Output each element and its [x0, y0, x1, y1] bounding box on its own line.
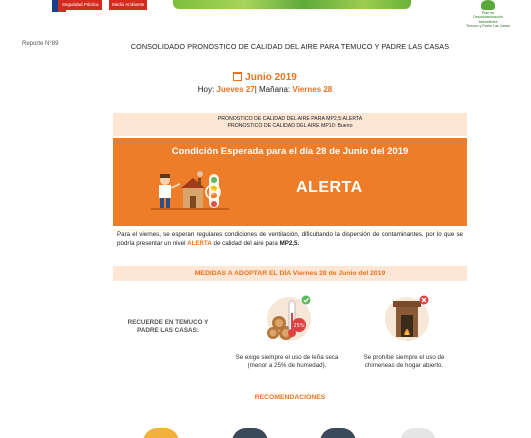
recommendation-icon-1 [143, 428, 179, 438]
forecast-mp25: PRONOSTICO DE CALIDAD DEL AIRE PARA MP2,5:ALERTA [217, 116, 363, 122]
firewood-icon [264, 295, 314, 343]
recommendation-icon-3 [320, 428, 356, 438]
recommendation-icon-4 [400, 428, 436, 438]
measure-dry-wood: Se exige siempre el uso de leña seca (menor a 25% de humedad). [235, 354, 339, 369]
ministry-tag-security: Seguridad Pública [59, 0, 102, 10]
measures-title: MEDIDAS A ADOPTAR EL DÍA Viernes 28 de Junio del 2019 [113, 266, 467, 281]
condition-title: Condición Esperada para el día 28 de Junio del 2019 [171, 146, 409, 157]
humidity-badge: 25% [293, 323, 305, 329]
recommendations-title: RECOMENDACIONES [254, 394, 326, 401]
tree-icon [481, 0, 495, 10]
fireplace-icon [382, 295, 432, 343]
recommendation-icon-2 [232, 428, 268, 438]
report-number: Reporte N°89 [22, 41, 59, 47]
document-title: CONSOLIDADO PRONOSTICO DE CALIDAD DEL AIRE PARA TEMUCO Y PADRE LAS CASAS [130, 42, 450, 51]
tomorrow-value: Viernes 28 [292, 85, 333, 94]
today-value: Jueves 27 [216, 85, 255, 94]
forecast-summary [113, 113, 467, 136]
ministry-tag-environment: Medio Ambiente [109, 0, 147, 10]
days-line: Hoy: Jueves 27| Mañana: Viernes 28 [197, 85, 333, 94]
measure-no-fireplace: Se prohíbe siempre el uso de chimeneas de hogar abierto. [363, 354, 445, 369]
landscape-banner [173, 0, 411, 9]
condition-panel [113, 138, 467, 226]
alert-status: ALERTA [296, 179, 363, 196]
forecast-paragraph: Para el viernes, se esperan regulares condiciones de ventilación, dificultando la dispersión de contaminantes, por lo que se podría presentar un nivel ALERTA de calidad del aire para MP2,5. [117, 231, 463, 247]
plan-descontaminacion-logo: Plan de Descontaminación Atmosférica Temuco y Padre Las Casas [466, 0, 510, 29]
calendar-icon [233, 72, 242, 81]
forecast-mp10: PRONOSTICO DE CALIDAD DEL AIRE MP10: Bueno [227, 122, 353, 129]
month-heading: Junio 2019 [180, 72, 350, 83]
remember-label: RECUERDE EN TEMUCO Y PADRE LAS CASAS: [127, 319, 209, 334]
svg-text:!: ! [211, 188, 215, 197]
person-house-illustration [151, 164, 229, 216]
